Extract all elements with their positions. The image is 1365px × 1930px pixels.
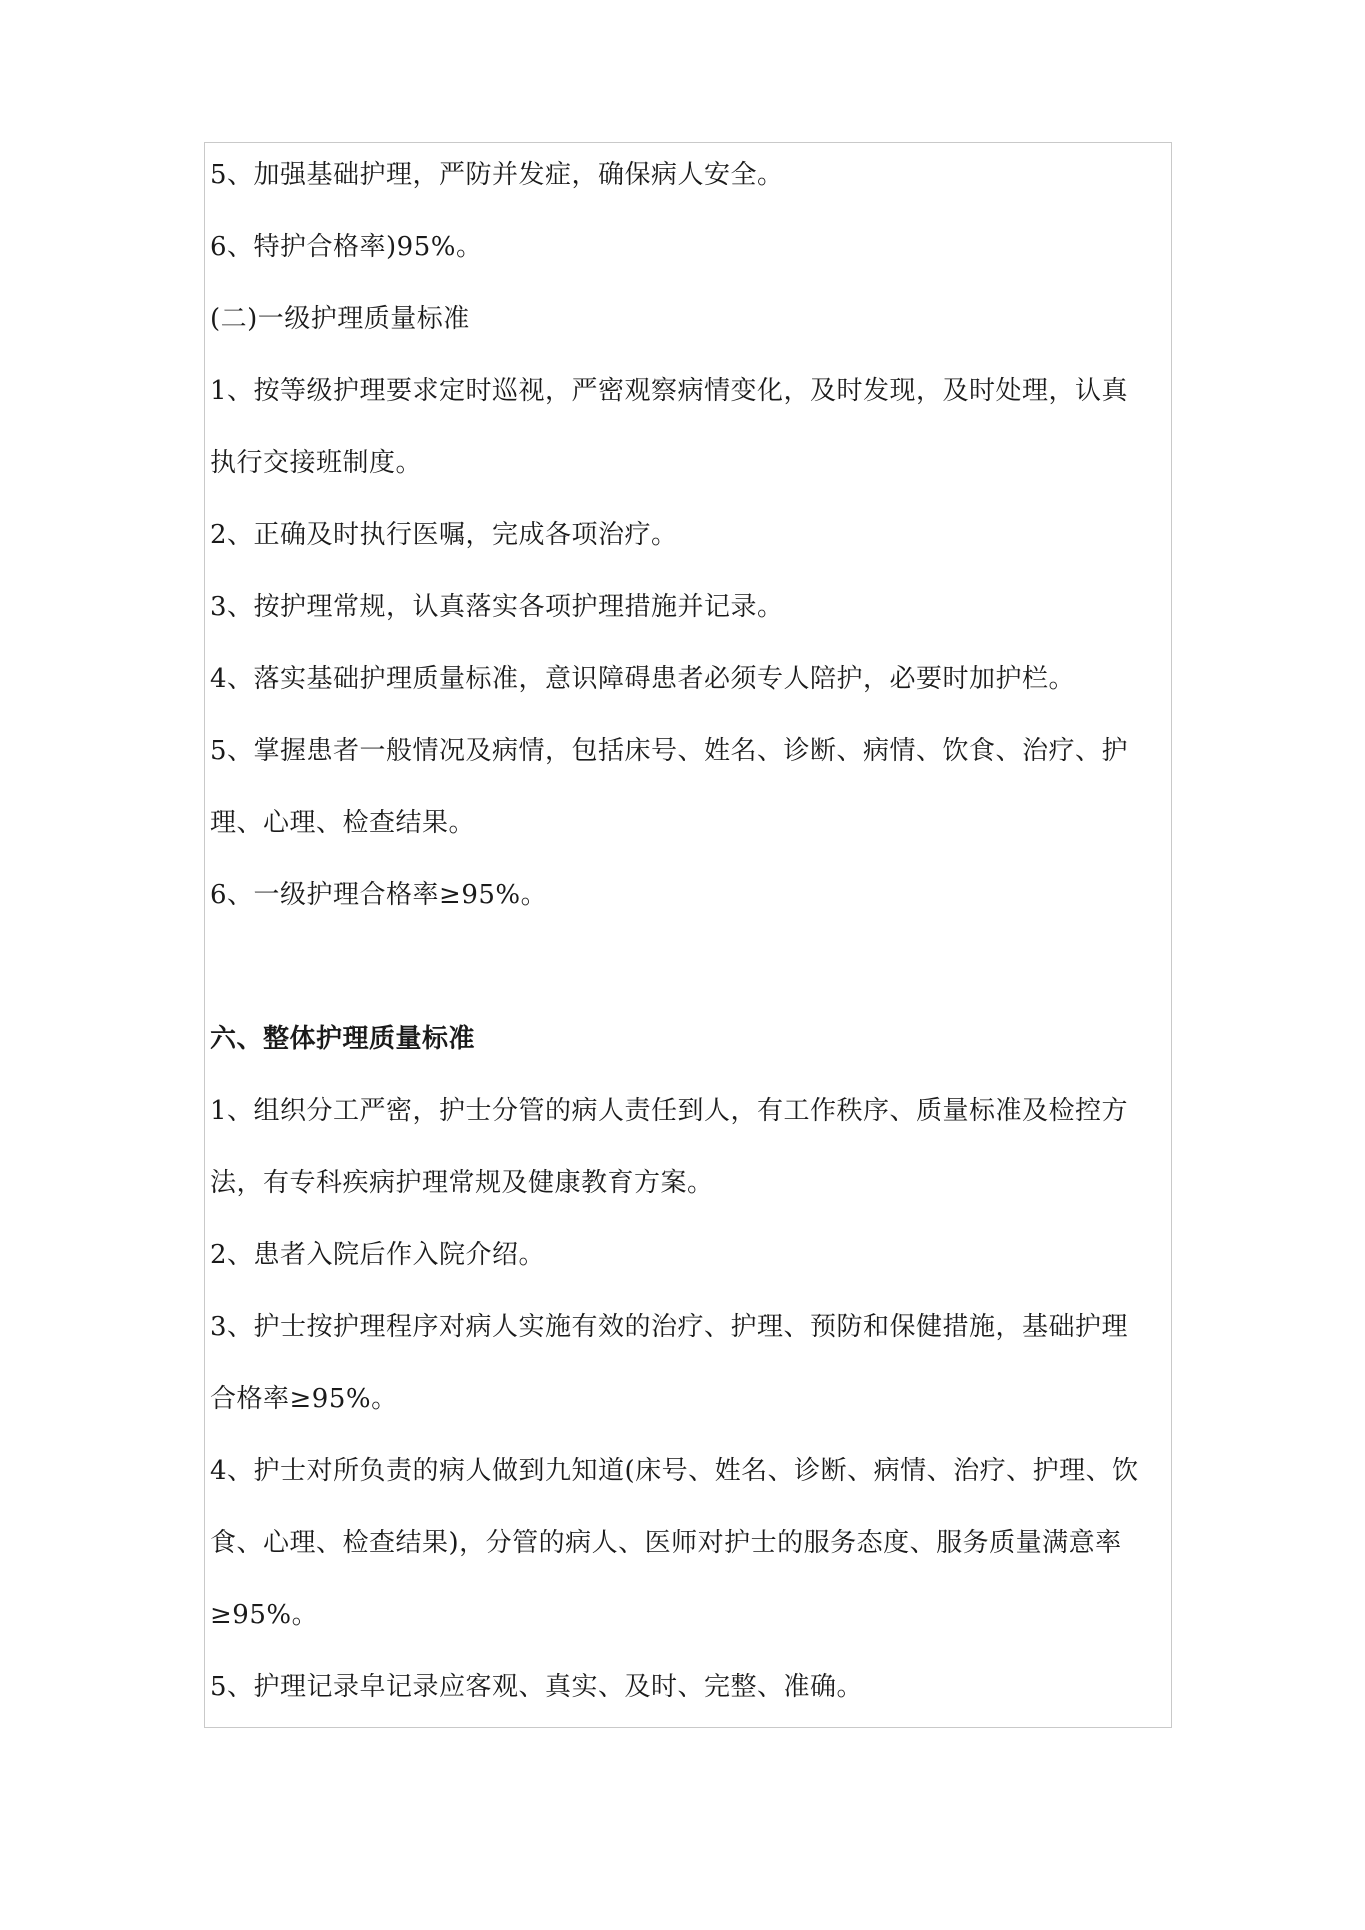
text-line: 6、特护合格率)95%。 — [210, 232, 483, 262]
text-line: 4、落实基础护理质量标准，意识障碍患者必须专人陪护，必要时加护栏。 — [210, 664, 1076, 694]
section-heading: 六、整体护理质量标准 — [210, 1024, 476, 1054]
text-line: ≥95%。 — [210, 1600, 319, 1630]
text-line: 食、心理、检查结果)，分管的病人、医师对护士的服务态度、服务质量满意率 — [210, 1528, 1122, 1558]
text-line: 2、正确及时执行医嘱，完成各项治疗。 — [210, 520, 678, 550]
text-line: 3、护士按护理程序对病人实施有效的治疗、护理、预防和保健措施，基础护理 — [210, 1312, 1129, 1342]
text-line: 1、按等级护理要求定时巡视，严密观察病情变化，及时发现，及时处理，认真 — [210, 376, 1129, 406]
text-line: 执行交接班制度。 — [210, 448, 423, 478]
text-line: 1、组织分工严密，护士分管的病人责任到人，有工作秩序、质量标准及检控方 — [210, 1096, 1129, 1126]
text-line: 理、心理、检查结果。 — [210, 808, 476, 838]
text-line: 5、护理记录皁记录应客观、真实、及时、完整、准确。 — [210, 1672, 864, 1702]
text-line: 3、按护理常规，认真落实各项护理措施并记录。 — [210, 592, 784, 622]
text-line: 4、护士对所负责的病人做到九知道(床号、姓名、诊断、病情、治疗、护理、饮 — [210, 1456, 1139, 1486]
text-line: 2、患者入院后作入院介绍。 — [210, 1240, 546, 1270]
section-subheading: (二)一级护理质量标准 — [210, 304, 470, 334]
text-line: 合格率≥95%。 — [210, 1384, 398, 1414]
text-line: 5、加强基础护理，严防并发症，确保病人安全。 — [210, 160, 784, 190]
text-line: 5、掌握患者一般情况及病情，包括床号、姓名、诊断、病情、饮食、治疗、护 — [210, 736, 1129, 766]
text-line: 法，有专科疾病护理常规及健康教育方案。 — [210, 1168, 714, 1198]
text-line: 6、一级护理合格率≥95%。 — [210, 880, 548, 910]
